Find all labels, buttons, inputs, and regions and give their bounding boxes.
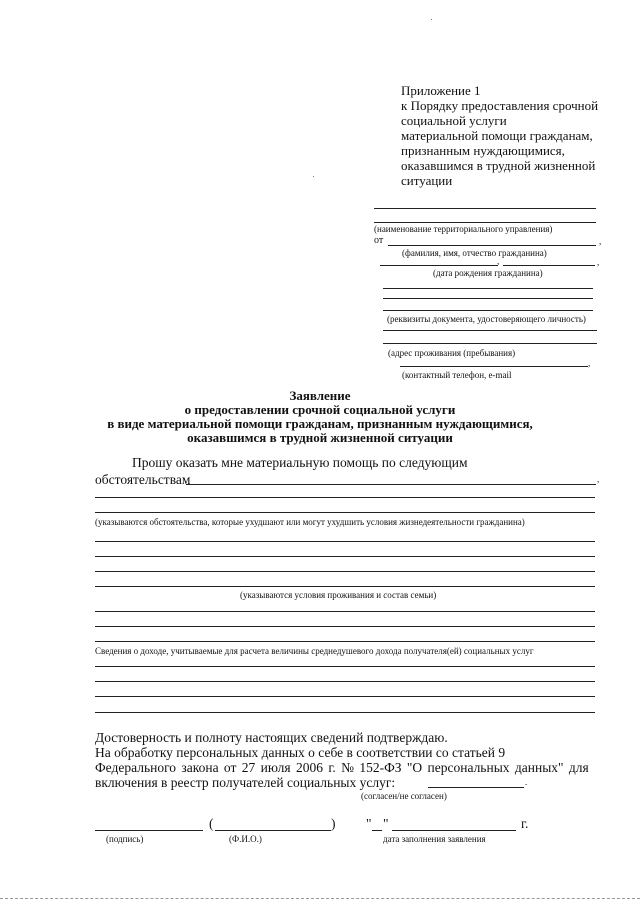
income-label: Сведения о доходе, учитываемые для расчета величины среднедушевого дохода получателя(ей) социальных услуг — [95, 646, 534, 656]
comma-mark: , — [599, 236, 602, 246]
circumstances-label: обстоятельствам — [95, 472, 191, 487]
consent-answer-line[interactable] — [428, 787, 524, 788]
close-paren: ) — [331, 816, 336, 831]
income-line[interactable] — [95, 712, 595, 713]
consent-line: Федерального закона от 27 июля 2006 г. № 152-ФЗ "О персональных данных" для — [95, 760, 589, 775]
living-line[interactable] — [95, 626, 595, 627]
request-line: Прошу оказать мне материальную помощь по следующим — [132, 455, 468, 470]
appendix-header — [401, 83, 621, 188]
comma-mark: , — [597, 474, 600, 484]
title-line: Заявление — [289, 388, 351, 403]
birthdate-line[interactable] — [503, 265, 595, 266]
living-line[interactable] — [95, 586, 595, 587]
birthdate-caption: (дата рождения гражданина) — [433, 268, 543, 278]
appendix-line: признанным нуждающимися, — [401, 143, 565, 158]
income-line[interactable] — [95, 666, 595, 667]
consent-caption: (согласен/не согласен) — [361, 791, 447, 801]
living-line[interactable] — [95, 556, 595, 557]
name-caption: (фамилия, имя, отчество гражданина) — [402, 248, 547, 258]
signature-line[interactable] — [95, 830, 203, 831]
appendix-line: социальной услуги — [401, 113, 507, 128]
quote-close: " — [383, 816, 389, 831]
open-paren: ( — [209, 816, 214, 831]
address-caption: (адрес проживания (пребывания) — [388, 348, 516, 358]
comma-mark — [376, 235, 378, 245]
consent-line: включения в реестр получателей социальных услуг: — [95, 775, 396, 790]
circumstances-line[interactable] — [95, 512, 595, 513]
title-line: о предоставлении срочной социальной услуги — [184, 402, 456, 417]
document-line[interactable] — [383, 310, 593, 311]
confirm-line: Достоверность и полноту настоящих сведений подтверждаю. — [95, 730, 448, 745]
quote-open: " — [366, 816, 372, 831]
month-year-line[interactable] — [392, 830, 516, 831]
address-line[interactable] — [383, 343, 597, 344]
scan-speck — [313, 176, 314, 177]
scan-bottom-edge — [0, 898, 640, 899]
living-caption: (указываются условия проживания и состав семьи) — [240, 590, 437, 600]
birthdate-line[interactable] — [380, 265, 498, 266]
appendix-line: оказавшимся в трудной жизненной — [401, 158, 596, 173]
day-line[interactable] — [372, 830, 382, 831]
contact-caption: (контактный телефон, e-mail — [402, 370, 512, 380]
appendix-line: Приложение 1 — [401, 83, 481, 98]
circumstances-line[interactable] — [95, 497, 595, 498]
living-line[interactable] — [95, 641, 595, 642]
comma-mark: , — [597, 257, 600, 267]
appendix-line: к Порядку предоставления срочной — [401, 98, 599, 113]
contact-line[interactable] — [400, 366, 588, 367]
date-caption: дата заполнения заявления — [383, 834, 486, 844]
living-line[interactable] — [95, 571, 595, 572]
address-line[interactable] — [383, 330, 597, 331]
document-caption: (реквизиты документа, удостоверяющего личность) — [387, 314, 586, 324]
title-line: в виде материальной помощи гражданам, признанным нуждающимися, — [107, 416, 533, 431]
from-label: от — [374, 235, 384, 246]
living-line[interactable] — [95, 611, 595, 612]
year-suffix: г. — [521, 816, 529, 831]
document-line[interactable] — [383, 298, 593, 299]
signature-caption: (подпись) — [106, 834, 144, 844]
scan-speck — [431, 19, 432, 20]
income-line[interactable] — [95, 696, 595, 697]
period-mark: . — [525, 777, 528, 787]
territorial-line[interactable] — [374, 208, 596, 209]
fio-line[interactable] — [215, 830, 331, 831]
document-line[interactable] — [383, 288, 593, 289]
circumstances-line[interactable] — [186, 484, 596, 485]
appendix-line: ситуации — [401, 173, 453, 188]
territorial-line[interactable] — [374, 222, 596, 223]
circumstances-caption: (указываются обстоятельства, которые ухудшают или могут ухудшить условия жизнедеятельности гражданина) — [95, 517, 525, 527]
living-line[interactable] — [95, 541, 595, 542]
territorial-caption: (наименование территориального управления) — [374, 224, 553, 234]
comma-mark: , — [497, 256, 500, 266]
income-line[interactable] — [95, 681, 595, 682]
name-line[interactable] — [388, 245, 596, 246]
document-title — [0, 389, 640, 445]
title-line: оказавшимся в трудной жизненной ситуации — [187, 430, 453, 445]
fio-caption: (Ф.И.О.) — [229, 834, 262, 844]
appendix-line: материальной помощи гражданам, — [401, 128, 593, 143]
consent-line: На обработку персональных данных о себе в соответствии со статьей 9 — [95, 745, 506, 760]
comma-mark: , — [588, 358, 591, 368]
